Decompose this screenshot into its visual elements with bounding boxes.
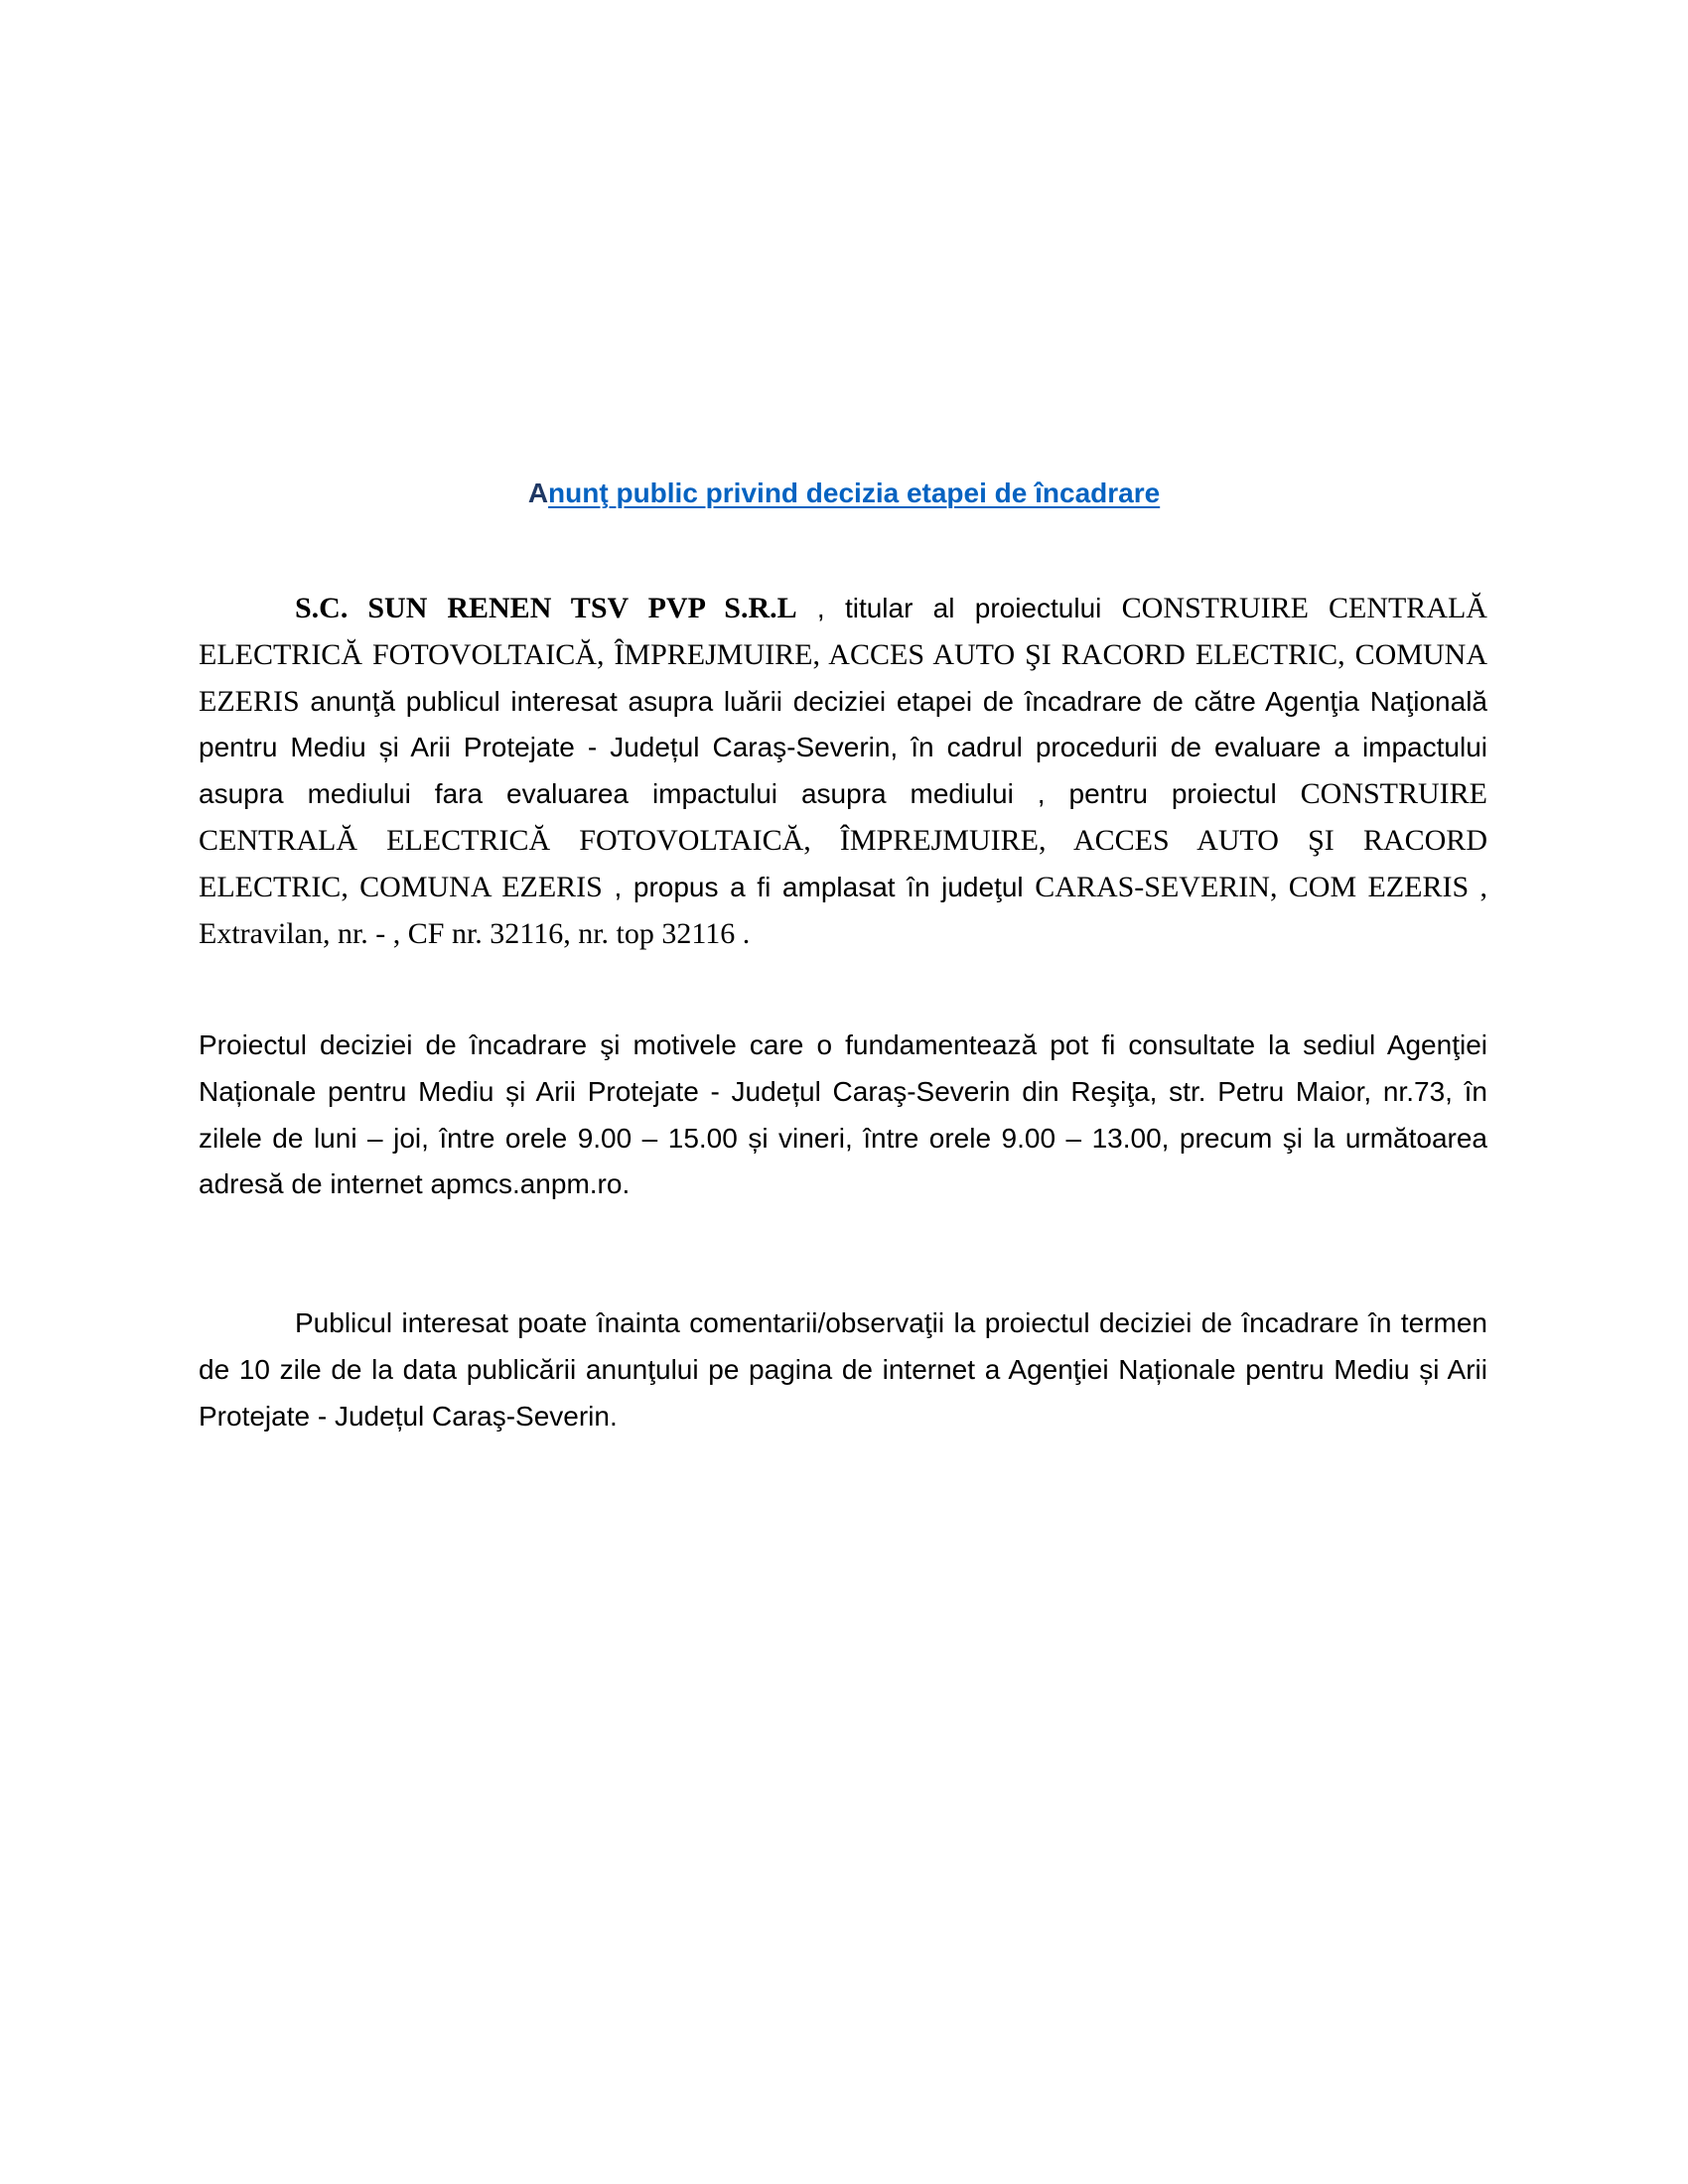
company-name: S.C. SUN RENEN TSV PVP S.R.L xyxy=(295,592,797,624)
announcement-title xyxy=(0,474,1688,513)
project-name-repeat: CONSTRUIRE CENTRALĂ ELECTRICĂ FOTOVOLTAICĂ, ÎMPREJMUIRE, ACCES AUTO ŞI RACORD ELECTRIC, COMUNA EZERIS xyxy=(199,777,1487,903)
paragraph-project-announcement xyxy=(199,586,1487,957)
paragraph1-text-3: , propus a fi amplasat în judeţul xyxy=(602,871,1036,902)
paragraph-public-comments: Publicul interesat poate înainta comentarii/observaţii la proiectul deciziei de încadrare în termen de 10 zile de la data publicării anunţului pe pagina de internet a Agenţiei Naționale pentru Mediu și Arii Protejate - Județul Caraş-Severin. xyxy=(199,1307,1487,1432)
project-name: CONSTRUIRE CENTRALĂ ELECTRICĂ FOTOVOLTAICĂ, ÎMPREJMUIRE, ACCES AUTO ŞI RACORD ELECTRIC, COMUNA EZERIS xyxy=(199,592,1487,718)
project-location: CARAS-SEVERIN, COM EZERIS , Extravilan, nr. - , CF nr. 32116, nr. top 32116 . xyxy=(199,870,1487,950)
title-first-letter: A xyxy=(527,478,549,508)
paragraph1-text-2: anunţă publicul interesat asupra luării deciziei etapei de încadrare de către Agenţia Naţională pentru Mediu și Arii Protejate - Județul Caraş-Severin, în cadrul procedurii de evaluare a impactului asupra mediului fara evaluarea impactului asupra mediului , pentru proiectul xyxy=(199,685,1487,810)
title-link-text[interactable]: nunţ public privind decizia etapei de încadrare xyxy=(548,478,1161,508)
paragraph-consultation-info: Proiectul deciziei de încadrare şi motivele care o fundamentează pot fi consultate la sediul Agenţiei Naționale pentru Mediu și Arii Protejate - Județul Caraş-Severin din Reşiţa, str. Petru Maior, nr.73, în zilele de luni – joi, între orele 9.00 – 15.00 și vineri, între orele 9.00 – 13.00, precum şi la următoarea adresă de internet apmcs.anpm.ro. xyxy=(199,1029,1487,1200)
paragraph1-text-1: , titular al proiectului xyxy=(796,593,1122,623)
